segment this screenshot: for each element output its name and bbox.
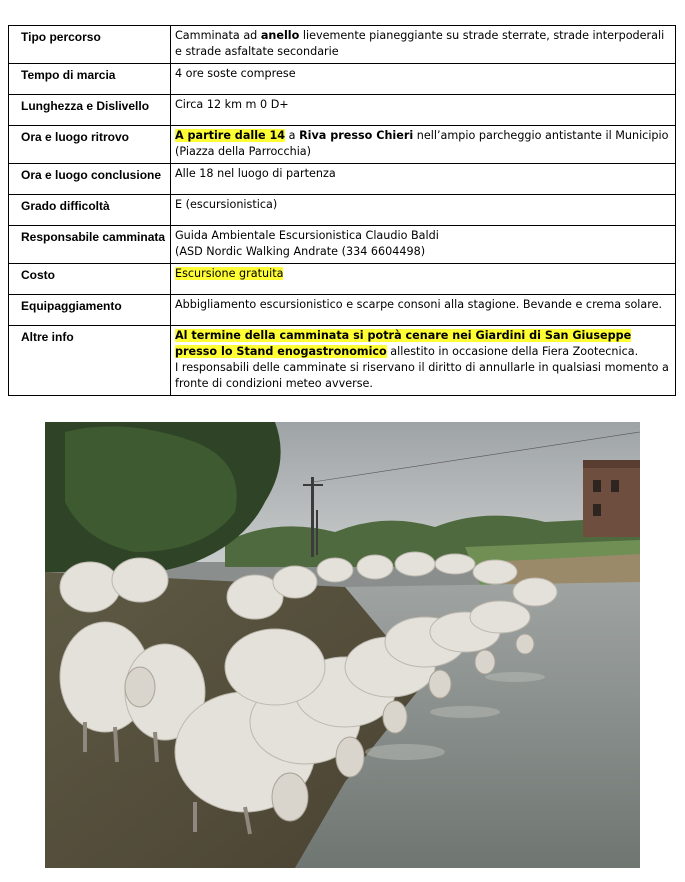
row-label: Lunghezza e Dislivello	[9, 95, 171, 126]
row-label: Responsabile camminata	[9, 226, 171, 264]
table-row	[9, 164, 676, 195]
highlighted-text: A partire dalle 14	[175, 129, 286, 142]
excursion-info-table	[8, 25, 676, 396]
row-value	[171, 64, 676, 95]
value-text: E (escursionistica)	[175, 198, 278, 211]
table-row	[9, 126, 676, 164]
value-text: nell’ampio parcheggio antistante il Municipio (Piazza della Parrocchia)	[175, 129, 669, 158]
row-value	[171, 26, 676, 64]
value-text: Guida Ambientale Escursionistica Claudio Baldi	[175, 229, 439, 242]
value-text: 4 ore soste comprese	[175, 67, 296, 80]
row-value	[171, 195, 676, 226]
cattle-photo	[45, 422, 640, 868]
value-text: Abbigliamento escursionistico e scarpe consoni alla stagione. Bevande e crema solare.	[175, 298, 663, 311]
row-label: Tempo di marcia	[9, 64, 171, 95]
table-row	[9, 26, 676, 64]
row-label: Ora e luogo conclusione	[9, 164, 171, 195]
highlighted-text: Al termine della camminata si potrà cenare nei Giardini di San Giuseppe presso lo Stand enogastronomico	[175, 329, 632, 358]
row-label: Ora e luogo ritrovo	[9, 126, 171, 164]
table-row	[9, 64, 676, 95]
row-value	[171, 295, 676, 326]
row-label: Equipaggiamento	[9, 295, 171, 326]
info-table-body	[9, 26, 676, 396]
value-text: I responsabili delle camminate si riservano il diritto di annullarle in qualsiasi momento a fronte di condizioni meteo avverse.	[175, 361, 669, 390]
value-text: lievemente pianeggiante su strade sterrate, strade interpoderali e strade asfaltate secondarie	[175, 29, 665, 58]
cattle-photo-image	[45, 422, 640, 868]
row-value	[171, 264, 676, 295]
value-text: allestito in occasione della Fiera Zootecnica.	[386, 345, 639, 358]
highlighted-text: Escursione gratuita	[175, 267, 284, 280]
row-value	[171, 226, 676, 264]
table-row	[9, 326, 676, 396]
row-label: Tipo percorso	[9, 26, 171, 64]
value-text: (ASD Nordic Walking Andrate (334 6604498)	[175, 245, 426, 258]
table-row	[9, 226, 676, 264]
value-text: a	[285, 129, 300, 142]
row-value	[171, 326, 676, 396]
row-value	[171, 95, 676, 126]
value-text: Riva presso Chieri	[299, 129, 414, 142]
row-label: Costo	[9, 264, 171, 295]
row-label: Grado difficoltà	[9, 195, 171, 226]
table-row	[9, 295, 676, 326]
row-value	[171, 126, 676, 164]
table-row	[9, 264, 676, 295]
row-label: Altre info	[9, 326, 171, 396]
value-text: anello	[260, 29, 300, 42]
value-text: Camminata ad	[175, 29, 261, 42]
table-row	[9, 95, 676, 126]
table-row	[9, 195, 676, 226]
value-text: Alle 18 nel luogo di partenza	[175, 167, 336, 180]
value-text: Circa 12 km m 0 D+	[175, 98, 289, 111]
row-value	[171, 164, 676, 195]
